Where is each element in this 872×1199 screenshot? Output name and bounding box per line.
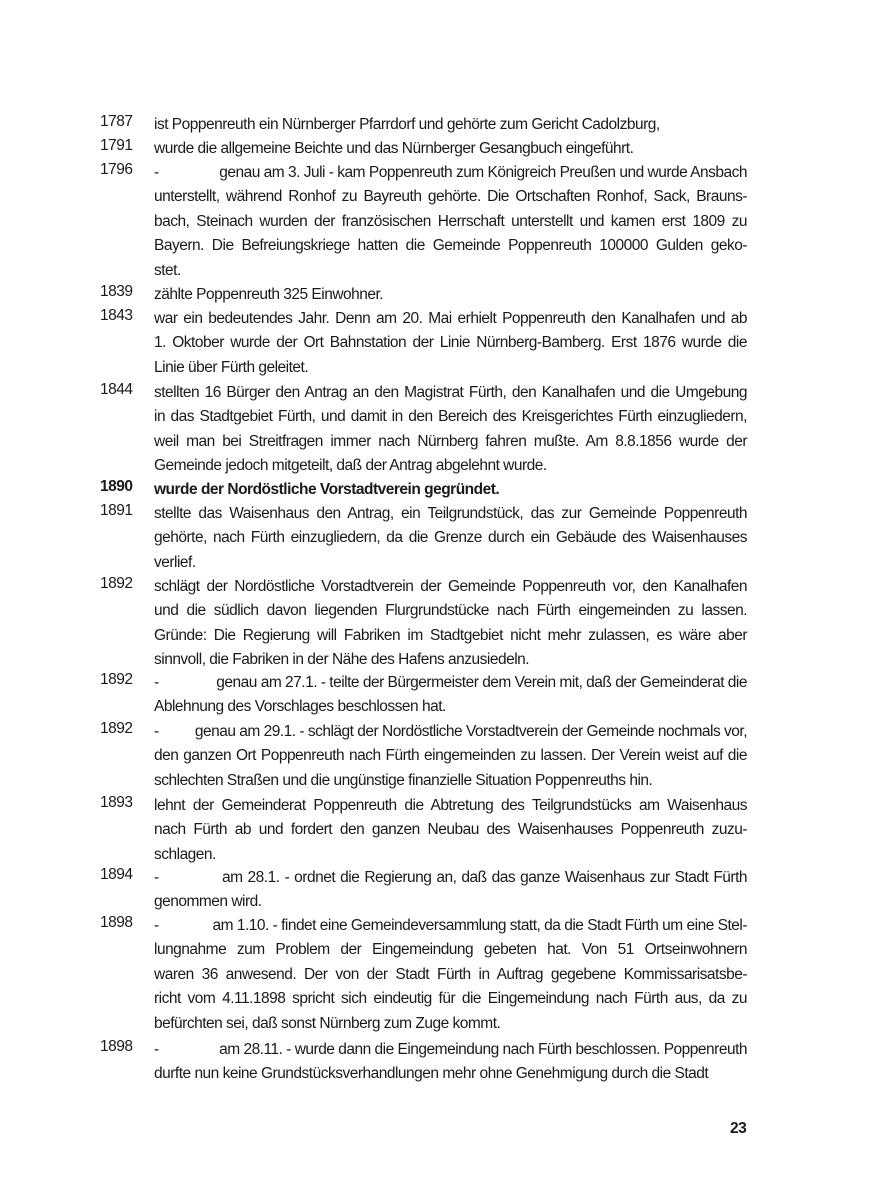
entry-line: Gemeinde jedoch mitgeteilt, daß der Antrag abgelehnt wurde. [154,457,547,475]
entry-line-text: am 1.10. - findet eine Gemeindeversammlung statt, da die Stadt Fürth um eine Stel- [212,917,747,934]
entry-line: wurde die allgemeine Beichte und das Nürnberger Gesangbuch eingeführt. [154,140,634,157]
entry-line: wurde der Nordöstliche Vorstadtverein gegründet. [154,481,500,498]
entry-line-text: am 28.11. - wurde dann die Eingemeindung nach Fürth beschlossen. Poppenreuth [219,1041,747,1058]
entry-line: weil man bei Streitfragen immer nach Nürnberg fahren mußte. Am 8.8.1856 wurde der [154,432,747,450]
entry-text [154,502,747,575]
entry-text [154,283,747,307]
entry-line: ist Poppenreuth ein Nürnberger Pfarrdorf und gehörte zum Gericht Cadolzburg, [154,116,660,133]
entry-year: 1892 [100,575,133,592]
entry-line [154,671,747,695]
entry-text [154,575,747,673]
entry-line: schlechten Straßen und die ungünstige finanzielle Situation Poppenreuths hin. [154,771,653,789]
entry-line: stellten 16 Bürger den Antrag an den Magistrat Fürth, den Kanalhafen und die Umgebung [154,384,747,401]
entry-text [154,866,747,915]
entry-year: 1898 [100,1038,133,1055]
entry-line: genommen wird. [154,893,262,911]
entry-text [154,794,747,867]
entry-text [154,113,747,137]
entry-text [154,381,747,479]
entry-line: unterstellt, während Ronhof zu Bayreuth gehörte. Die Ortschaften Ronhof, Sack, Brauns- [154,188,747,206]
entry-line: Linie über Fürth geleitet. [154,358,309,376]
entry-text [154,914,747,1036]
entry-line: nach Fürth ab und fordert den ganzen Neubau des Waisenhauses Poppenreuth zuzu- [154,821,747,839]
entry-line: schlägt der Nordöstliche Vorstadtverein der Gemeinde Poppenreuth vor, den Kanalhafen [154,578,747,595]
entry-dash: - [154,164,159,181]
page-number: 23 [730,1120,747,1137]
entry-line: den ganzen Ort Poppenreuth nach Fürth eingemeinden zu lassen. Der Verein weist auf die [154,747,747,765]
entry-year: 1843 [100,307,133,324]
entry-text [154,478,747,502]
entry-text [154,720,747,793]
entry-line [154,914,747,938]
entry-line [154,720,747,744]
entry-year: 1894 [100,866,133,883]
entry-dash: - [154,723,159,740]
entry-line: Gründe: Die Regierung will Fabriken im Stadtgebiet nicht mehr zulassen, es wäre aber [154,626,747,644]
entry-line: Ablehnung des Vorschlages beschlossen hat. [154,698,446,716]
entry-dash: - [154,1041,159,1058]
entry-line-text: genau am 27.1. - teilte der Bürgermeister dem Verein mit, daß der Gemeinderat die [216,674,747,691]
entry-line: sinnvoll, die Fabriken in der Nähe des Hafens anzusiedeln. [154,651,530,669]
entry-year: 1898 [100,914,133,931]
entry-year: 1892 [100,720,133,737]
entry-text [154,1038,747,1087]
entry-line: schlagen. [154,845,216,863]
entry-line: gehörte, nach Fürth einzugliedern, da die Grenze durch ein Gebäude des Waisenhauses [154,529,747,547]
entry-line-text: genau am 29.1. - schlägt der Nordöstliche Vorstadtverein der Gemeinde nochmals vor, [194,723,747,740]
entry-dash: - [154,917,159,934]
entry-line: und die südlich davon liegenden Flurgrundstücke nach Fürth eingemeinden zu lassen. [154,602,747,620]
entry-line: richt vom 4.11.1898 spricht sich eindeutig für die Eingemeindung nach Fürth aus, da zu [154,990,747,1008]
entry-year: 1796 [100,161,133,178]
entry-year: 1891 [100,502,133,519]
entry-line: lehnt der Gemeinderat Poppenreuth die Abtretung des Teilgrundstücks am Waisenhaus [154,797,747,814]
entry-year: 1844 [100,381,133,398]
entry-dash: - [154,869,159,886]
entry-year: 1892 [100,671,133,688]
entry-text [154,161,747,283]
entry-year: 1787 [100,113,133,130]
entry-line-text: am 28.1. - ordnet die Regierung an, daß das ganze Waisenhaus zur Stadt Fürth [222,869,747,886]
entry-line: stet. [154,261,181,279]
entry-text [154,137,747,161]
entry-line: verlief. [154,553,196,571]
entry-line: Bayern. Die Befreiungskriege hatten die Gemeinde Poppenreuth 100000 Gulden geko- [154,237,747,255]
entry-year: 1791 [100,137,133,154]
entry-year: 1893 [100,794,133,811]
entry-line: durfte nun keine Grundstücksverhandlungen mehr ohne Genehmigung durch die Stadt [154,1065,709,1083]
entry-line: zählte Poppenreuth 325 Einwohner. [154,286,384,303]
entry-line [154,161,747,185]
entry-text [154,671,747,720]
entry-line: war ein bedeutendes Jahr. Denn am 20. Mai erhielt Poppenreuth den Kanalhafen und ab [154,310,747,327]
entry-line [154,1038,747,1062]
entry-line: lungnahme zum Problem der Eingemeindung gebeten hat. Von 51 Ortseinwohnern [154,941,747,959]
entry-line: befürchten sei, daß sonst Nürnberg zum Zuge kommt. [154,1014,501,1032]
entry-line-text: genau am 3. Juli - kam Poppenreuth zum Königreich Preußen und wurde Ansbach [219,164,747,181]
entry-line: bach, Steinach wurden der französischen Herrschaft unterstellt und kamen erst 1809 zu [154,212,747,230]
entry-dash: - [154,674,159,691]
entry-line: stellte das Waisenhaus den Antrag, ein Teilgrundstück, das zur Gemeinde Poppenreuth [154,505,747,522]
entry-year: 1839 [100,283,133,300]
entry-year: 1890 [100,478,133,495]
entry-line [154,866,747,890]
entry-line: 1. Oktober wurde der Ort Bahnstation der Linie Nürnberg-Bamberg. Erst 1876 wurde die [154,334,747,352]
entry-text [154,307,747,380]
entry-line: waren 36 anwesend. Der von der Stadt Fürth in Auftrag gegebene Kommissarisatsbe- [154,965,747,983]
entry-line: in das Stadtgebiet Fürth, und damit in den Bereich des Kreisgerichtes Fürth einzugliedern, [154,408,747,426]
